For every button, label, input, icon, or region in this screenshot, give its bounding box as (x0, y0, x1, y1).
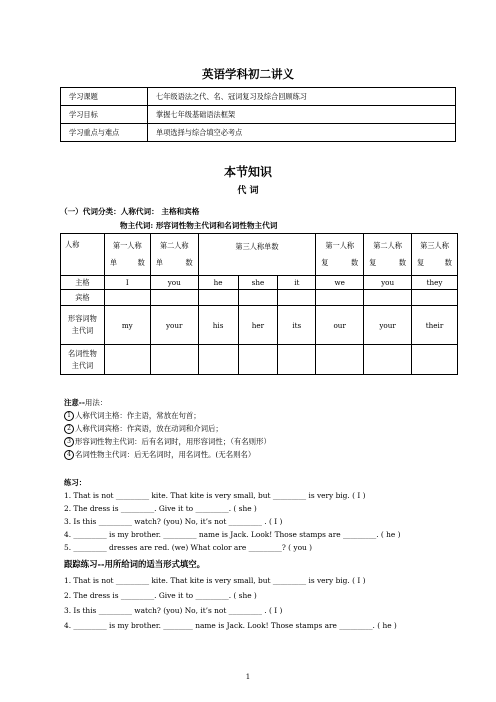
pronoun-row-objective (61, 290, 458, 306)
header-second-singular (150, 234, 198, 276)
header-bottom-left: 复 (417, 258, 425, 267)
pronoun-cell (104, 345, 150, 375)
pronoun-cell: you (364, 276, 412, 290)
pronoun-cell (104, 290, 150, 306)
pronoun-cell: he (198, 276, 238, 290)
exercise-item: 1. That is not _________ kite. That kite is very small, but _________ is very big. ( I ) (64, 491, 366, 500)
circled-number: 2 (64, 424, 74, 434)
header-bottom-left: 复 (369, 258, 377, 267)
circled-number: 1 (64, 411, 74, 421)
pronoun-cell: she (238, 276, 278, 290)
pronoun-cell: her (238, 306, 278, 345)
followup-item: 4. _________ is my brother. ________ name is Jack. Look! Those stamps are _________. ( he ) (64, 621, 397, 630)
exercise-item: 3. Is this _________ watch? (you) No, it’s not _________ . ( I ) (64, 517, 283, 526)
row-label: 名词性物主代词 (61, 345, 105, 375)
pronoun-cell (412, 345, 458, 375)
header-third-singular: 第三人称单数 (198, 234, 316, 276)
header-first-singular (104, 234, 150, 276)
pronoun-cell (278, 345, 316, 375)
header-third-plural (412, 234, 458, 276)
header-bottom-left: 单 (109, 258, 118, 267)
subsection-title: 代 词 (237, 186, 259, 196)
note-item (64, 437, 271, 447)
pronoun-cell: I (104, 276, 150, 290)
header-bottom-right: 数 (137, 258, 145, 267)
header-bottom-right: 数 (444, 258, 452, 267)
category-subheading: 物主代词: 形容词性物主代词和名词性物主代词 (120, 221, 278, 230)
pronoun-row-subjective (61, 276, 458, 290)
header-bottom-right: 数 (350, 258, 359, 267)
notes-heading-suffix: 用法： (84, 398, 108, 407)
pronoun-cell: we (316, 276, 364, 290)
pronoun-cell: my (104, 306, 150, 345)
pronoun-cell: it (278, 276, 316, 290)
pronoun-cell (238, 290, 278, 306)
pronoun-cell (150, 290, 198, 306)
info-label: 学习目标 (61, 106, 148, 124)
note-item (64, 450, 255, 460)
header-first-plural (316, 234, 364, 276)
pronoun-cell: your (364, 306, 412, 345)
note-item (64, 411, 201, 421)
page-number: 1 (245, 673, 251, 681)
header-bottom-right: 数 (398, 258, 407, 267)
pronoun-cell (238, 345, 278, 375)
followup-item: 3. Is this _________ watch? (you) No, it’s not _________ . ( I ) (64, 606, 283, 615)
category-heading: （一）代词分类：人称代词： 主格和宾格 (60, 207, 200, 216)
pronoun-cell (316, 345, 364, 375)
header-top: 第三人称 (420, 241, 449, 250)
exercise-heading: 练习： (64, 478, 87, 487)
info-row (61, 88, 456, 106)
note-item (64, 424, 223, 434)
note-text: 形容词性物主代词：后有名词时，用形容词性；（有名则形） (75, 437, 271, 446)
exercise-item: 5. _________ dresses are red. (we) What color are _________? ( you ) (64, 543, 313, 552)
pronoun-cell (150, 345, 198, 375)
lesson-info-table (60, 87, 456, 142)
row-label: 宾格 (61, 290, 105, 306)
pronoun-cell (364, 290, 412, 306)
exercise-item: 2. The dress is _________. Give it to _________. ( she ) (64, 504, 257, 513)
pronoun-cell (316, 290, 364, 306)
note-text: 人称代词主格：作主语，常放在句首； (75, 411, 201, 420)
header-top: 第二人称 (373, 241, 402, 250)
header-top: 第一人称 (112, 241, 142, 250)
pronoun-cell: his (198, 306, 238, 345)
corner-header: 人称 (61, 234, 105, 276)
exercise-item: 4. _________ is my brother. _________ name is Jack. Look! Those stamps are _________. ( he ) (64, 530, 401, 539)
pronoun-cell (198, 345, 238, 375)
pronoun-cell: they (412, 276, 458, 290)
header-top: 第一人称 (325, 241, 355, 250)
row-label: 主格 (61, 276, 105, 290)
section-title: 本节知识 (223, 165, 272, 179)
notes-heading (64, 398, 107, 407)
pronoun-table (60, 233, 458, 375)
row-label: 形容词物主代词 (61, 306, 105, 345)
pronoun-cell (278, 290, 316, 306)
document-title: 英语学科初二讲义 (202, 67, 294, 81)
info-row (61, 106, 456, 124)
note-text: 名词性物主代词：后无名词时，用名词性。(无名则名） (75, 450, 256, 459)
info-value: 单项选择与综合填空必考点 (148, 124, 456, 142)
circled-number: 4 (64, 450, 74, 460)
pronoun-cell (198, 290, 238, 306)
info-value: 掌握七年级基础语法框架 (148, 106, 456, 124)
pronoun-header-row (61, 234, 458, 276)
header-bottom-left: 单 (155, 258, 163, 267)
pronoun-cell (364, 345, 412, 375)
followup-heading: 跟踪练习--用所给词的适当形式填空。 (64, 559, 205, 569)
notes-heading-bold: 注意-- (64, 398, 85, 407)
circled-number: 3 (64, 437, 74, 447)
pronoun-cell: its (278, 306, 316, 345)
pronoun-cell: your (150, 306, 198, 345)
info-row (61, 124, 456, 142)
note-text: 人称代词宾格：作宾语，放在动词和介词后； (75, 424, 223, 433)
info-value: 七年级语法之代、名、冠词复习及综合回顾练习 (148, 88, 456, 106)
pronoun-cell: our (316, 306, 364, 345)
pronoun-cell: you (150, 276, 198, 290)
header-bottom-right: 数 (185, 258, 193, 267)
header-bottom-left: 复 (321, 258, 329, 267)
pronoun-cell: their (412, 306, 458, 345)
info-label: 学习课题 (61, 88, 148, 106)
header-second-plural (364, 234, 412, 276)
followup-item: 1. That is not _________ kite. That kite is very small, but _________ is very big. ( I ) (64, 576, 366, 585)
followup-item: 2. The dress is _________. Give it to _________. ( she ) (64, 591, 257, 600)
pronoun-row-noun-possessive (61, 345, 458, 375)
pronoun-row-adjective-possessive (61, 306, 458, 345)
header-top: 第二人称 (159, 241, 189, 250)
pronoun-cell (412, 290, 458, 306)
info-label: 学习重点与难点 (61, 124, 148, 142)
